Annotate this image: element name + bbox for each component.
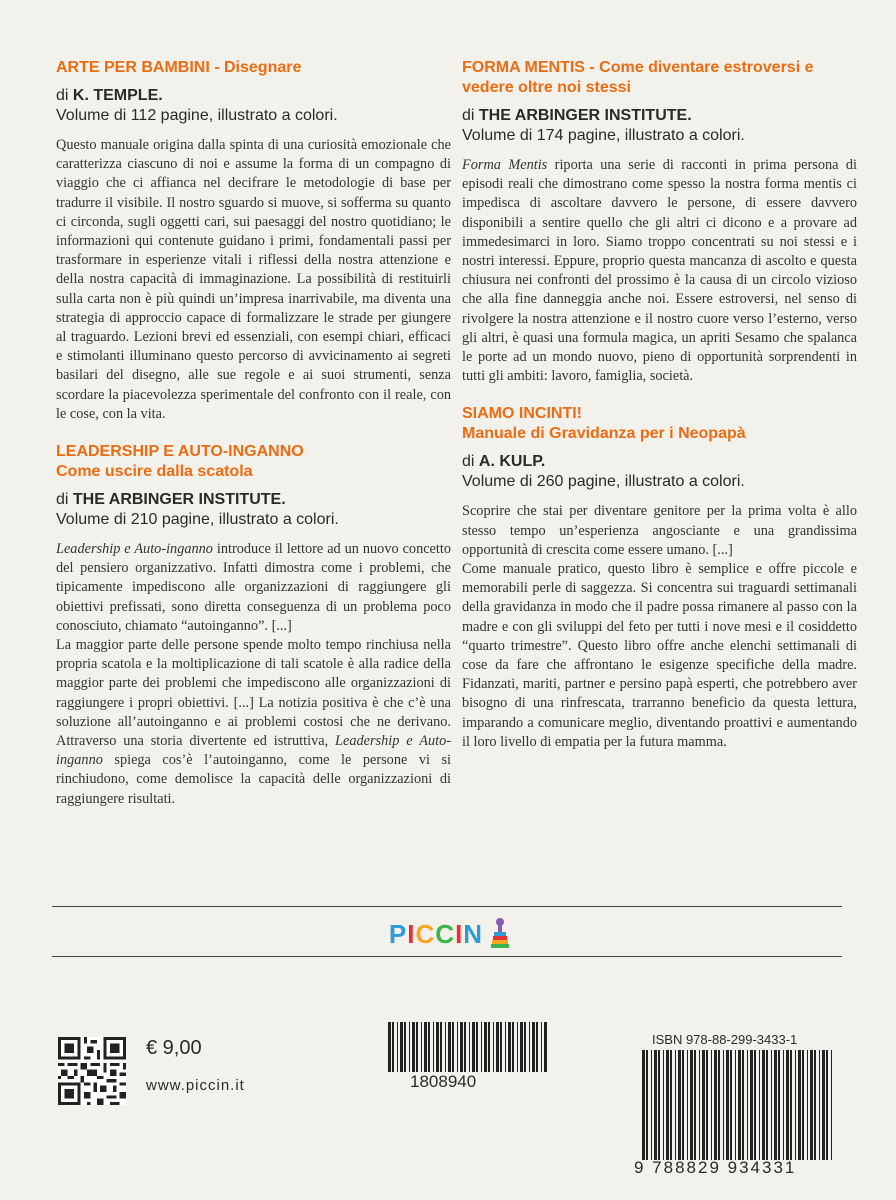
logo-letter: C	[415, 918, 436, 949]
book-description	[56, 636, 451, 809]
book-description: Come manuale pratico, questo libro è semplice e offre piccole e memorabili perle di saggezza. Si concentra sui traguardi settimanali della gravidanza in modo che il padre possa rimanere al passo con la madre e con gli sviluppi del feto per tutti i nove mesi e il cosiddetto “quarto trimestre”. Questo libro offre anche elenchi settimanali di cose da fare che affrontano le esigenze specifiche della madre. Fidanzati, mariti, partner e persino papà esperti, che potrebbero aver bisogno di una rinfrescata, trarranno beneficio da questa lettura, imparando a comunicare meglio, diventando proattivi e aumentando il loro livello di empatia per la futura mamma.	[462, 561, 857, 750]
book-title: ARTE PER BAMBINI - Disegnare	[56, 59, 302, 76]
logo-letter: I	[455, 918, 464, 949]
left-column	[56, 58, 451, 827]
book-author-line	[462, 106, 857, 126]
book-description: Scoprire che stai per diventare genitore per la prima volta è allo stesso tempo un’esperienza angosciante e una grandissima opportunità di crescita come essere umano. [...]	[462, 503, 857, 558]
description-part: introduce il lettore ad un nuovo concetto del pensiero organizzativo. Infatti dimostra come i problemi, che tipicamente impediscono alle organizzazioni di raggiungere gli obiettivi prefissati, sono diretta conseguenza di un problema poco conosciuto, chiamato “autoinganno”. [...]	[56, 541, 451, 634]
divider-bottom	[52, 956, 842, 957]
book-title: SIAMO INCINTI!	[462, 405, 582, 423]
book-description	[462, 156, 857, 386]
piccin-logo	[360, 912, 540, 956]
isbn: ISBN 978-88-299-3433-1	[652, 1032, 798, 1047]
book-subtitle: Come uscire dalla scatola	[56, 463, 253, 481]
book-subtitle: Manuale di Gravidanza per i Neopapà	[462, 425, 746, 443]
author-prefix: di	[56, 87, 69, 104]
barcode-ean-icon	[640, 1050, 836, 1160]
book-title: FORMA MENTIS - Come diventare estroversi e vedere oltre noi stessi	[462, 59, 814, 96]
barcode-number: 9 788829 934331	[634, 1158, 797, 1177]
description-part: riporta una serie di racconti in prima persona di episodi reali che dimostrano come spesso la nostra forma mentis ci impedisca di ascoltare davvero le persone, di essere davvero disponibili a sentire quello che gli altri ci dicono e a provare ad immedesimarci in loro. Siamo troppo concentrati su noi stessi e i nostri interessi. Eppure, proprio questa mancanza di ascolto e questa chiusura nei confronti del prossimo è la causa di un circolo vizioso che alla fine danneggia anche noi. Essere estroversi, nel senso di rivolgere la nostra attenzione e il nostro cuore verso l’esterno, verso gli altri, è quasi una formula magica, un apriti Sesamo che spalanca le porte ad un mondo nuovo, pieno di opportunità sorprendenti in tutti gli ambiti: lavoro, famiglia, società.	[462, 157, 858, 385]
book-siamo-incinti	[462, 404, 857, 752]
book-author-line	[56, 490, 451, 510]
book-title: LEADERSHIP E AUTO-INGANNO	[56, 443, 304, 461]
book-title-italic: Forma Mentis	[462, 157, 548, 173]
book-author: A. KULP.	[478, 453, 546, 471]
price: € 9,00	[146, 1037, 202, 1059]
book-author: THE ARBINGER INSTITUTE.	[72, 491, 286, 509]
website: www.piccin.it	[146, 1077, 245, 1094]
book-title-italic: Leadership e Auto-inganno	[56, 733, 451, 769]
book-volume: Volume di 174 pagine, illustrato a colori.	[462, 127, 745, 144]
right-column	[462, 58, 857, 770]
book-author: K. TEMPLE.	[72, 87, 163, 104]
divider-top	[52, 906, 842, 907]
logo-letter: C	[435, 918, 456, 949]
qr-code-icon	[58, 1037, 126, 1105]
book-volume: Volume di 260 pagine, illustrato a colori.	[462, 473, 745, 491]
logo-letter: N	[463, 918, 484, 949]
logo-letter: I	[407, 918, 416, 949]
description-part: spiega cos’è l’autoinganno, come le persone vi si rinchiudono, come demolisce la capacità delle organizzazioni di raggiungere risultati.	[56, 752, 451, 807]
logo-letter: P	[388, 918, 408, 949]
book-arte-per-bambini	[56, 58, 451, 424]
description-part: La maggior parte delle persone spende molto tempo rinchiusa nella propria scatola e la moltiplicazione di tali scatole è alla radice della maggior parte dei problemi che impediscono alle organizzazioni di raggiungere i propri obiettivi. [...] La notizia positiva è che c’è una soluzione all’autoinganno e ai problemi costosi che ne derivano. Attraverso una storia divertente ed istruttiva,	[56, 637, 451, 750]
book-volume: Volume di 112 pagine, illustrato a colori.	[56, 107, 338, 124]
book-description: Questo manuale origina dalla spinta di una curiosità emozionale che caratterizza ciascuno di noi e assume la forma di un compagno di viaggio che ci affianca nel decifrare le metodologie di base per tradurre il visibile. Il nostro sguardo si muove, si sofferma su quanto ci circonda, sugli oggetti cari, sui paesaggi del nostro quotidiano; le informazioni qui contenute guidano i primi, fondamentali passi per trasformare in esperienze vitali i riflessi della nostra attenzione e della nostra capacità di immaginazione. La possibilità di restituirli sulla carta non è più quindi un’impresa inarrivabile, ma diventa una strategia di approccio capace di formalizzare le strade per giungere al traguardo. Lezioni brevi ed essenziali, con esempi chiari, efficaci e stimolanti illuminano questo percorso di avvicinamento ai segreti basilari del disegno, alle sue regole e ai suoi strumenti, senza scordare la piacevolezza sperimentale del confronto con il reale, con le cose, con la vita.	[56, 137, 451, 422]
author-prefix: di	[462, 453, 475, 471]
book-forma-mentis	[462, 58, 857, 386]
book-author: THE ARBINGER INSTITUTE.	[478, 107, 692, 124]
book-title-italic: Leadership e Auto-inganno	[56, 541, 213, 558]
book-author-line	[462, 452, 857, 472]
author-prefix: di	[462, 107, 475, 124]
barcode-small-icon	[386, 1022, 548, 1072]
barcode-small-number: 1808940	[410, 1072, 477, 1091]
book-author-line	[56, 86, 451, 106]
book-leadership	[56, 442, 451, 809]
book-volume: Volume di 210 pagine, illustrato a colori.	[56, 511, 339, 529]
book-stack-icon	[489, 914, 511, 954]
book-description	[56, 540, 451, 636]
author-prefix: di	[56, 491, 69, 509]
